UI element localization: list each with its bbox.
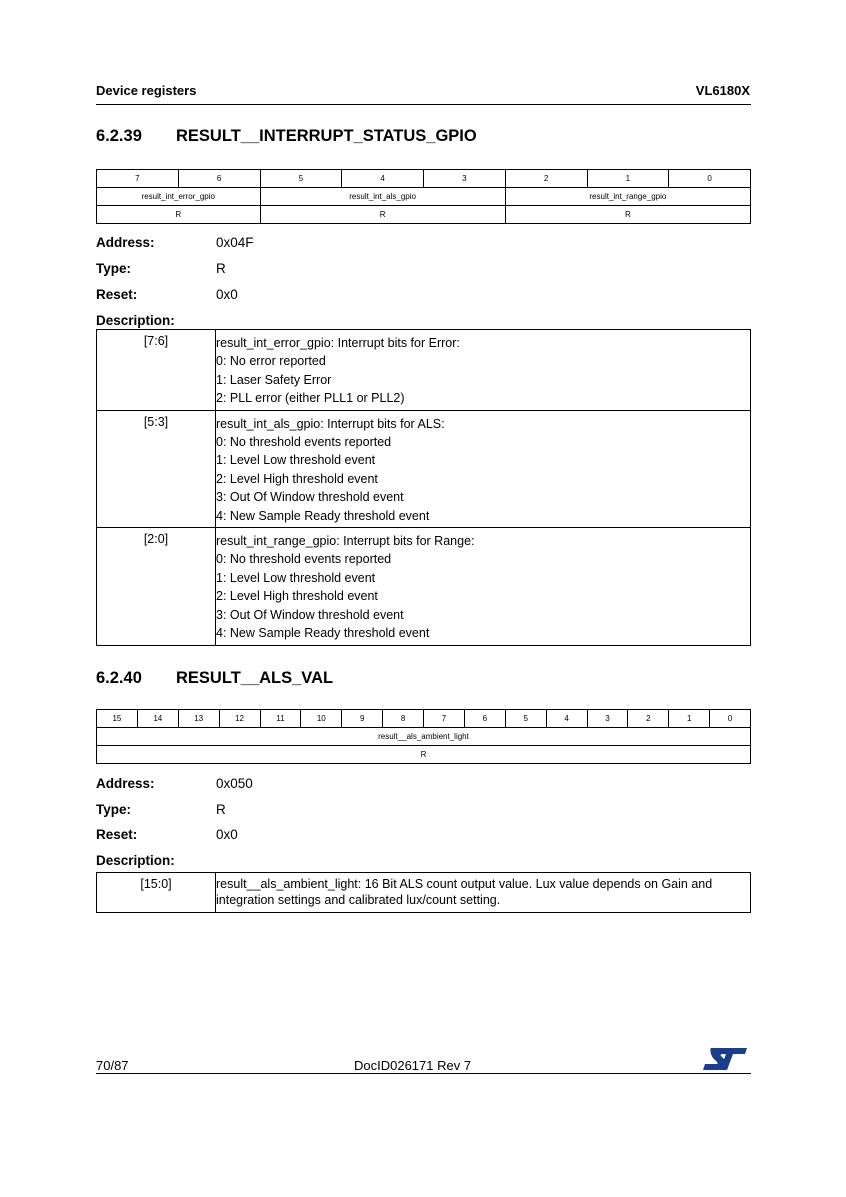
bit-cell: 5 (505, 710, 546, 728)
bit-cell: 4 (546, 710, 587, 728)
access-cell: R (97, 206, 261, 224)
address-value: 0x050 (216, 776, 253, 791)
description-line: 0: No threshold events reported (216, 435, 392, 450)
type-value: R (216, 261, 226, 276)
description-row (97, 873, 751, 913)
description-line: 0: No error reported (216, 354, 326, 369)
description-text (216, 873, 751, 913)
description-label: Description: (96, 853, 175, 868)
bit-range: [7:6] (97, 330, 216, 411)
bit-cell: 9 (342, 710, 383, 728)
description-row (97, 410, 751, 527)
description-line: result_int_range_gpio: Interrupt bits for Range: (216, 534, 475, 549)
field-cell: result_int_range_gpio (505, 188, 750, 206)
description-row (97, 330, 751, 411)
section-number: 6.2.39 (96, 127, 142, 145)
bit-number-row (97, 170, 751, 188)
bit-cell: 1 (587, 170, 669, 188)
type-label: Type: (96, 261, 132, 276)
description-text (216, 410, 751, 527)
access-row (97, 746, 751, 764)
bit-cell: 1 (669, 710, 710, 728)
header-product-name: VL6180X (695, 83, 750, 98)
bit-range: [15:0] (97, 873, 216, 913)
bit-cell: 2 (628, 710, 669, 728)
description-label: Description: (96, 313, 175, 328)
register-bitmap-table (96, 709, 751, 764)
bit-cell: 15 (97, 710, 138, 728)
section-heading-interrupt-status (96, 127, 477, 146)
access-row (97, 206, 751, 224)
address-label: Address: (96, 235, 155, 250)
description-text (216, 528, 751, 645)
bit-number-row (97, 710, 751, 728)
description-table (96, 329, 751, 646)
bit-cell: 4 (342, 170, 424, 188)
type-row (96, 802, 226, 817)
bit-cell: 14 (137, 710, 178, 728)
description-line: 1: Laser Safety Error (216, 372, 332, 387)
bit-cell: 7 (424, 710, 465, 728)
reset-label: Reset: (96, 287, 138, 302)
field-name-row (97, 188, 751, 206)
address-row (96, 235, 254, 250)
bit-cell: 7 (97, 170, 179, 188)
type-row (96, 261, 226, 276)
description-line: 2: PLL error (either PLL1 or PLL2) (216, 391, 405, 406)
document-id: DocID026171 Rev 7 (354, 1058, 472, 1073)
bit-cell: 0 (710, 710, 751, 728)
footer-divider (96, 1073, 751, 1074)
bit-cell: 5 (260, 170, 342, 188)
bit-cell: 8 (383, 710, 424, 728)
address-label: Address: (96, 776, 155, 791)
bit-cell: 0 (669, 170, 751, 188)
field-cell: result_int_als_gpio (260, 188, 505, 206)
bit-cell: 13 (178, 710, 219, 728)
description-line: 1: Level Low threshold event (216, 453, 376, 468)
bit-range: [2:0] (97, 528, 216, 645)
reset-row (96, 827, 238, 842)
bit-cell: 12 (219, 710, 260, 728)
bit-cell: 6 (178, 170, 260, 188)
description-line: 3: Out Of Window threshold event (216, 607, 404, 622)
address-value: 0x04F (216, 235, 254, 250)
section-heading-als-val (96, 669, 333, 688)
header-divider (96, 104, 751, 105)
description-line: 4: New Sample Ready threshold event (216, 508, 430, 523)
bit-cell: 10 (301, 710, 342, 728)
description-row (97, 528, 751, 645)
description-line: result_int_error_gpio: Interrupt bits for Error: (216, 336, 460, 350)
register-bitmap-table (96, 169, 751, 224)
field-cell: result_int_error_gpio (97, 188, 261, 206)
page-number: 70/87 (96, 1058, 129, 1073)
type-label: Type: (96, 802, 132, 817)
section-title: RESULT__INTERRUPT_STATUS_GPIO (176, 127, 477, 145)
description-line: result_int_als_gpio: Interrupt bits for ALS: (216, 416, 445, 431)
description-line: result__als_ambient_light: 16 Bit ALS count output value. Lux value depends on Gain and (216, 877, 713, 891)
description-line: 2: Level High threshold event (216, 471, 378, 486)
section-number: 6.2.40 (96, 669, 142, 687)
reset-value: 0x0 (216, 287, 238, 302)
description-line: integration settings and calibrated lux/count setting. (216, 892, 501, 907)
description-line: 0: No threshold events reported (216, 552, 392, 567)
bit-cell: 3 (587, 710, 628, 728)
field-cell: result__als_ambient_light (97, 728, 751, 746)
access-cell: R (260, 206, 505, 224)
field-name-row (97, 728, 751, 746)
header-section-title: Device registers (96, 83, 197, 98)
type-value: R (216, 802, 226, 817)
access-cell: R (97, 746, 751, 764)
bit-range: [5:3] (97, 410, 216, 527)
bit-cell: 2 (505, 170, 587, 188)
bit-cell: 3 (424, 170, 506, 188)
section-title: RESULT__ALS_VAL (176, 669, 334, 687)
description-line: 1: Level Low threshold event (216, 570, 376, 585)
reset-label: Reset: (96, 827, 138, 842)
description-text (216, 330, 751, 411)
description-line: 3: Out Of Window threshold event (216, 490, 404, 505)
bit-cell: 11 (260, 710, 301, 728)
description-table (96, 872, 751, 913)
address-row (96, 776, 253, 791)
description-line: 2: Level High threshold event (216, 589, 378, 604)
reset-value: 0x0 (216, 827, 238, 842)
bit-cell: 6 (464, 710, 505, 728)
access-cell: R (505, 206, 750, 224)
description-line: 4: New Sample Ready threshold event (216, 626, 430, 641)
reset-row (96, 287, 238, 302)
